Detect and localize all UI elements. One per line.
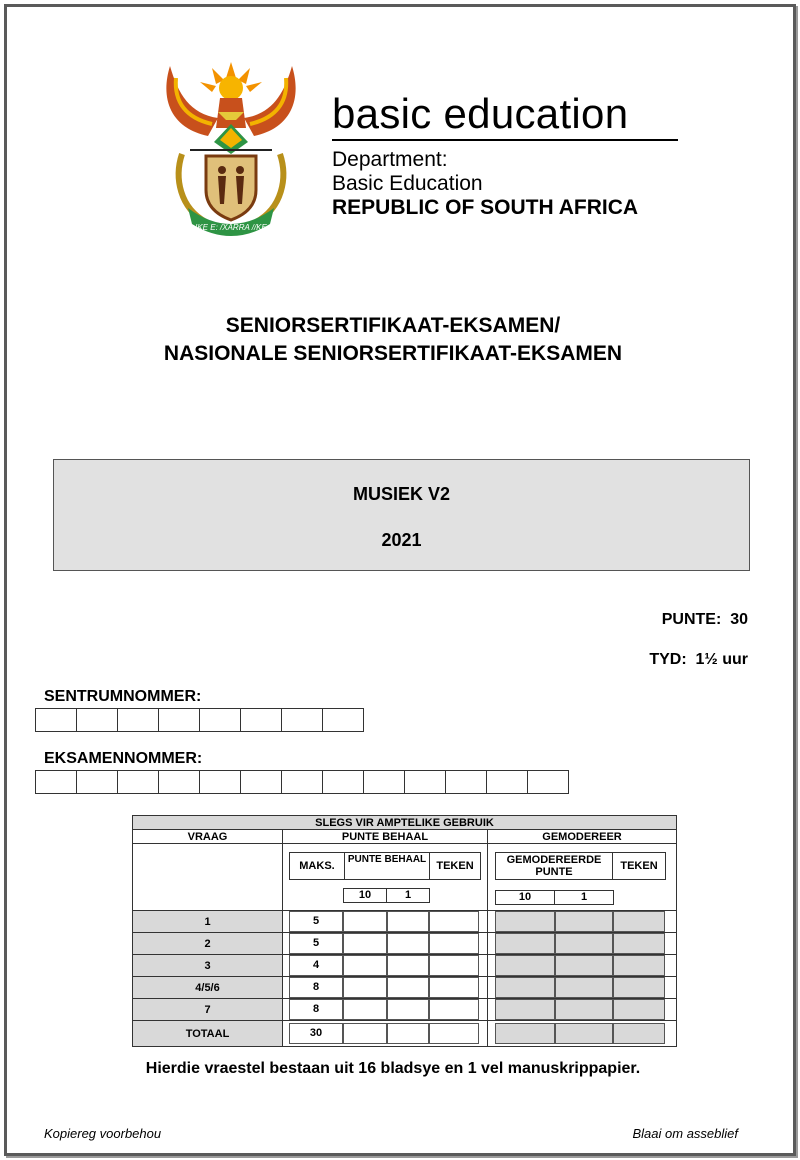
table-row [133, 933, 677, 955]
mod-tens-cell[interactable] [495, 955, 555, 976]
mark-ones-cell[interactable] [387, 955, 429, 976]
mod-tens-cell[interactable] [495, 933, 555, 954]
mark-tens-cell[interactable] [343, 977, 387, 998]
mod-sign-cell[interactable] [613, 977, 665, 998]
question-number: 1 [133, 911, 283, 933]
mod-sign-cell[interactable] [613, 999, 665, 1020]
digit-box[interactable] [240, 770, 282, 794]
table-header: SLEGS VIR AMPTELIKE GEBRUIK [133, 816, 677, 830]
digit-box[interactable] [363, 770, 405, 794]
digit-box[interactable] [199, 708, 241, 732]
total-label: TOTAAL [133, 1021, 283, 1047]
place-value-tens: 10 [343, 888, 387, 903]
digit-box[interactable] [240, 708, 282, 732]
table-row [133, 911, 677, 933]
question-number: 4/5/6 [133, 977, 283, 999]
digit-box[interactable] [76, 770, 118, 794]
mark-ones-cell[interactable] [387, 977, 429, 998]
question-max: 8 [289, 977, 343, 998]
mark-tens-cell[interactable] [343, 933, 387, 954]
centre-number-input[interactable] [35, 708, 363, 732]
col-punte-behaal: PUNTE BEHAAL [283, 830, 488, 844]
total-max: 30 [289, 1023, 343, 1044]
place-value-ones: 1 [386, 888, 430, 903]
digit-box[interactable] [117, 708, 159, 732]
exam-number-input[interactable] [35, 770, 568, 794]
table-row [133, 999, 677, 1021]
subject-name: MUSIEK V2 [352, 484, 451, 504]
digit-box[interactable] [35, 770, 77, 794]
digit-box[interactable] [158, 708, 200, 732]
total-ones-cell[interactable] [387, 1023, 429, 1044]
mod-sign-cell[interactable] [613, 933, 665, 954]
digit-box[interactable] [486, 770, 528, 794]
subject-box [53, 459, 750, 571]
mod-total-ones[interactable] [555, 1023, 613, 1044]
digit-box[interactable] [76, 708, 118, 732]
mod-ones-cell[interactable] [555, 999, 613, 1020]
mark-ones-cell[interactable] [387, 933, 429, 954]
mark-tens-cell[interactable] [343, 999, 387, 1020]
coat-of-arms-motto: !KE E: /XARRA //KE [195, 223, 267, 232]
col-gemodereer: GEMODEREER [488, 830, 677, 844]
subject-year: 2021 [381, 530, 422, 550]
mod-ones-cell[interactable] [555, 955, 613, 976]
total-tens-cell[interactable] [343, 1023, 387, 1044]
question-number: 7 [133, 999, 283, 1021]
mark-tens-cell[interactable] [343, 955, 387, 976]
mark-sign-cell[interactable] [429, 955, 479, 976]
coat-of-arms-logo [160, 58, 302, 236]
total-sign-cell[interactable] [429, 1023, 479, 1044]
footer-copyright: Kopiereg voorbehou [44, 1126, 162, 1141]
question-max: 5 [289, 933, 343, 954]
digit-box[interactable] [322, 708, 364, 732]
digit-box[interactable] [281, 770, 323, 794]
question-number: 2 [133, 933, 283, 955]
sub-teken: TEKEN [429, 852, 481, 880]
gemod-place-value-ones: 1 [554, 890, 614, 905]
mod-tens-cell[interactable] [495, 977, 555, 998]
centre-number-label: SENTRUMNOMMER: [44, 688, 202, 705]
gemod-place-value-tens: 10 [495, 890, 555, 905]
digit-box[interactable] [527, 770, 569, 794]
question-number: 3 [133, 955, 283, 977]
table-row [133, 955, 677, 977]
digit-box[interactable] [117, 770, 159, 794]
mod-ones-cell[interactable] [555, 911, 613, 932]
digit-box[interactable] [281, 708, 323, 732]
digit-box[interactable] [445, 770, 487, 794]
mark-sign-cell[interactable] [429, 911, 479, 932]
sub-punte-behaal: PUNTE BEHAAL [344, 852, 430, 880]
department-label: Department: [332, 148, 448, 171]
exam-duration: TYD: 1½ uur [649, 651, 748, 668]
sub-gemodereerde-punte: GEMODEREERDE PUNTE [495, 852, 613, 880]
sub-gemod-teken: TEKEN [612, 852, 666, 880]
logo-title: basic education [332, 90, 629, 137]
mod-tens-cell[interactable] [495, 911, 555, 932]
mark-sign-cell[interactable] [429, 977, 479, 998]
country-name: REPUBLIC OF SOUTH AFRICA [332, 196, 639, 219]
footer-turn-over: Blaai om asseblief [632, 1126, 738, 1141]
question-max: 4 [289, 955, 343, 976]
exam-title-line2: NASIONALE SENIORSERTIFIKAAT-EKSAMEN [163, 342, 623, 365]
mod-tens-cell[interactable] [495, 999, 555, 1020]
marks-total: PUNTE: 30 [661, 611, 748, 628]
sub-maks: MAKS. [289, 852, 345, 880]
exam-title-line1: SENIORSERTIFIKAAT-EKSAMEN/ [225, 314, 561, 337]
question-max: 5 [289, 911, 343, 932]
mark-sign-cell[interactable] [429, 999, 479, 1020]
digit-box[interactable] [404, 770, 446, 794]
mark-ones-cell[interactable] [387, 999, 429, 1020]
digit-box[interactable] [322, 770, 364, 794]
table-row [133, 977, 677, 999]
mod-sign-cell[interactable] [613, 955, 665, 976]
mark-sign-cell[interactable] [429, 933, 479, 954]
question-max: 8 [289, 999, 343, 1020]
digit-box[interactable] [158, 770, 200, 794]
mod-ones-cell[interactable] [555, 933, 613, 954]
mod-total-sign[interactable] [613, 1023, 665, 1044]
mark-tens-cell[interactable] [343, 911, 387, 932]
page-count-note: Hierdie vraestel bestaan uit 16 bladsye en 1 vel manuskrippapier. [145, 1060, 641, 1077]
department-name: Basic Education [332, 172, 483, 195]
mark-ones-cell[interactable] [387, 911, 429, 932]
digit-box[interactable] [35, 708, 77, 732]
mod-total-tens[interactable] [495, 1023, 555, 1044]
mod-sign-cell[interactable] [613, 911, 665, 932]
digit-box[interactable] [199, 770, 241, 794]
exam-number-label: EKSAMENNOMMER: [44, 750, 203, 767]
mod-ones-cell[interactable] [555, 977, 613, 998]
col-vraag: VRAAG [133, 830, 283, 844]
logo-divider [332, 139, 678, 141]
official-use-table [132, 815, 677, 1047]
